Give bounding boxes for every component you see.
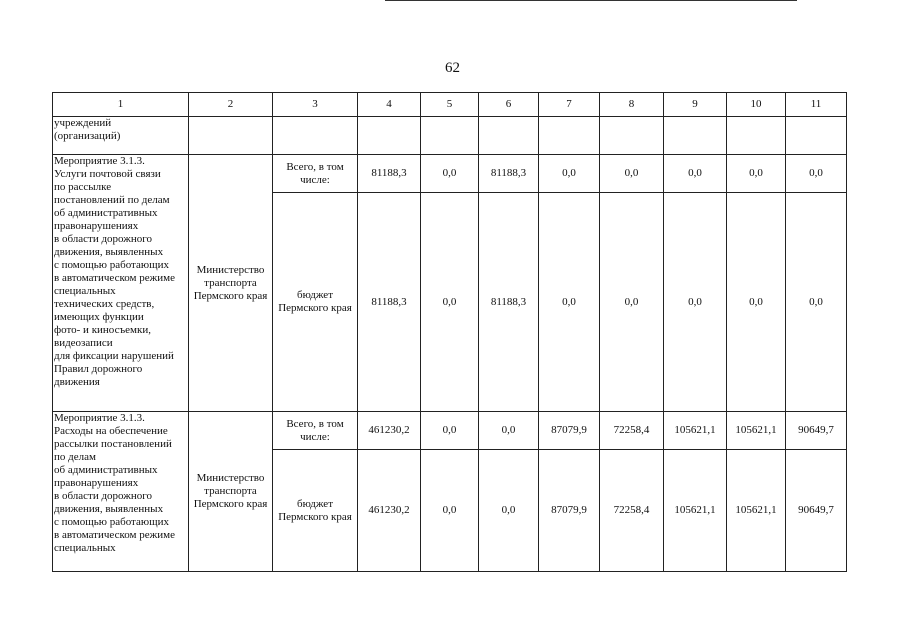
budget-table xyxy=(52,92,847,572)
value-cell: 81188,3 xyxy=(479,193,539,412)
top-rule xyxy=(385,0,797,1)
empty-cell xyxy=(189,117,273,155)
value-cell: 0,0 xyxy=(600,193,664,412)
value-cell: 81188,3 xyxy=(479,155,539,193)
value-cell: 0,0 xyxy=(664,193,727,412)
value-cell: 105621,1 xyxy=(727,412,786,450)
header-cell: 3 xyxy=(273,93,358,117)
empty-cell xyxy=(421,117,479,155)
value-cell: 105621,1 xyxy=(727,450,786,572)
value-cell: 105621,1 xyxy=(664,412,727,450)
value-cell: 81188,3 xyxy=(358,155,421,193)
value-cell: 0,0 xyxy=(600,155,664,193)
value-cell: 90649,7 xyxy=(786,412,847,450)
value-cell: 461230,2 xyxy=(358,450,421,572)
value-cell: 0,0 xyxy=(421,193,479,412)
value-cell: 0,0 xyxy=(421,155,479,193)
value-cell: 0,0 xyxy=(786,193,847,412)
value-cell: 0,0 xyxy=(664,155,727,193)
value-cell: 87079,9 xyxy=(539,412,600,450)
continuation-row xyxy=(53,117,847,155)
funding-source-cell: бюджет Пермского края xyxy=(273,450,358,572)
empty-cell xyxy=(539,117,600,155)
value-cell: 0,0 xyxy=(479,450,539,572)
executor-cell: Министерство транспорта Пермского края xyxy=(189,155,273,412)
value-cell: 81188,3 xyxy=(358,193,421,412)
value-cell: 72258,4 xyxy=(600,412,664,450)
activity-name-cell: Мероприятие 3.1.3. Расходы на обеспечение рассылки постановлений по делам об административных правонарушениях в области дорожного движения, выявленных с помощью работающих в автоматическом режиме специальных xyxy=(53,412,189,572)
value-cell: 0,0 xyxy=(539,193,600,412)
empty-cell xyxy=(479,117,539,155)
value-cell: 0,0 xyxy=(421,450,479,572)
activity-name-cell: Мероприятие 3.1.3. Услуги почтовой связи по рассылке постановлений по делам об административных правонарушениях в области дорожного движения, выявленных с помощью работающих в автоматическом режиме специальных технических средств, имеющих функции фото- и киносъемки, видеозаписи для фиксации нарушений Правил дорожного движения xyxy=(53,155,189,412)
value-cell: 87079,9 xyxy=(539,450,600,572)
empty-cell xyxy=(600,117,664,155)
empty-cell xyxy=(727,117,786,155)
header-cell: 7 xyxy=(539,93,600,117)
header-cell: 5 xyxy=(421,93,479,117)
value-cell: 72258,4 xyxy=(600,450,664,572)
header-cell: 11 xyxy=(786,93,847,117)
executor-cell: Министерство транспорта Пермского края xyxy=(189,412,273,572)
value-cell: 461230,2 xyxy=(358,412,421,450)
header-cell: 1 xyxy=(53,93,189,117)
header-cell: 8 xyxy=(600,93,664,117)
funding-source-cell: Всего, в том числе: xyxy=(273,155,358,193)
empty-cell xyxy=(786,117,847,155)
table-row xyxy=(53,155,847,193)
value-cell: 0,0 xyxy=(421,412,479,450)
header-row xyxy=(53,93,847,117)
value-cell: 0,0 xyxy=(539,155,600,193)
value-cell: 0,0 xyxy=(479,412,539,450)
header-cell: 4 xyxy=(358,93,421,117)
header-cell: 9 xyxy=(664,93,727,117)
funding-source-cell: бюджет Пермского края xyxy=(273,193,358,412)
table-row xyxy=(53,412,847,450)
value-cell: 90649,7 xyxy=(786,450,847,572)
value-cell: 0,0 xyxy=(786,155,847,193)
page-number: 62 xyxy=(445,60,460,76)
header-cell: 10 xyxy=(727,93,786,117)
empty-cell xyxy=(358,117,421,155)
header-cell: 6 xyxy=(479,93,539,117)
header-cell: 2 xyxy=(189,93,273,117)
value-cell: 0,0 xyxy=(727,155,786,193)
funding-source-cell: Всего, в том числе: xyxy=(273,412,358,450)
empty-cell xyxy=(664,117,727,155)
value-cell: 0,0 xyxy=(727,193,786,412)
activity-name-cell: учреждений (организаций) xyxy=(53,117,189,155)
value-cell: 105621,1 xyxy=(664,450,727,572)
empty-cell xyxy=(273,117,358,155)
